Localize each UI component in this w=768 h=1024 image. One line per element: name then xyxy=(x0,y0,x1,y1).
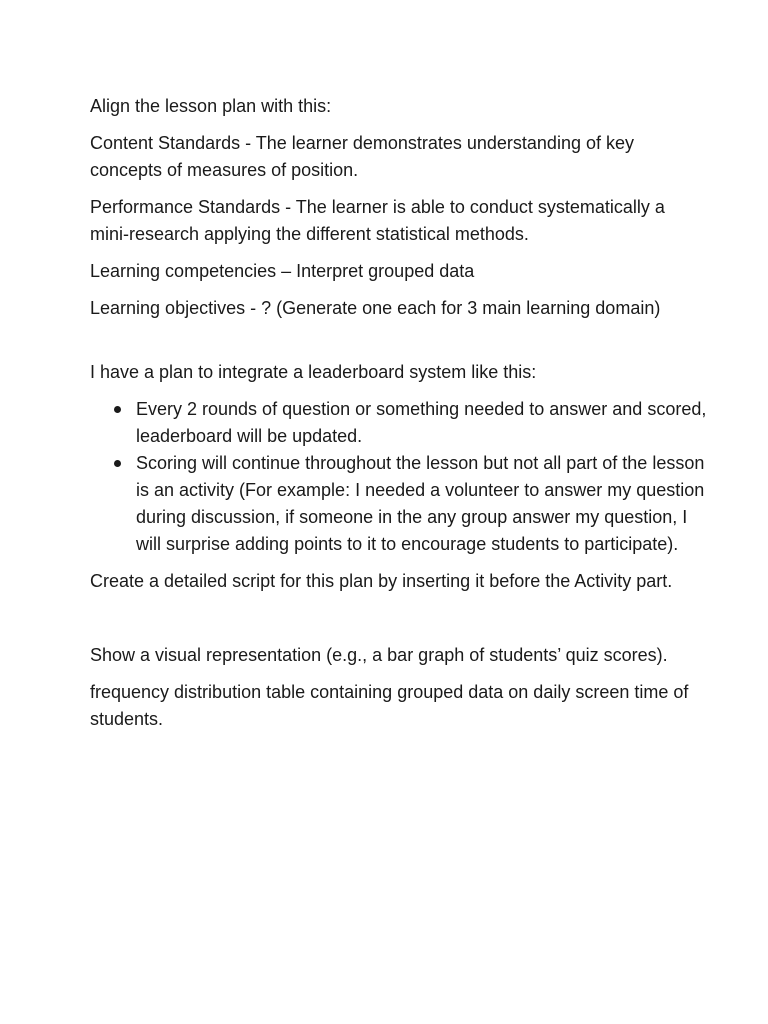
bullet-text: Scoring will continue throughout the lesson but not all part of the lesson is an activity (For example: I needed a volunteer to answer my question during discussion, if someone in the any group answer my question, I will surprise adding points to it to encourage students to participate). xyxy=(136,453,705,554)
performance-standards: Performance Standards - The learner is able to conduct systematically a mini-research applying the different statistical methods. xyxy=(90,197,665,244)
content-standards: Content Standards - The learner demonstrates understanding of key concepts of measures of position. xyxy=(90,133,634,180)
leaderboard-bullet-list xyxy=(90,396,708,558)
table-request: frequency distribution table containing grouped data on daily screen time of students. xyxy=(90,682,689,729)
bullet-icon xyxy=(114,460,121,467)
bullet-icon xyxy=(114,406,121,413)
learning-objectives: Learning objectives - ? (Generate one each for 3 main learning domain) xyxy=(90,298,661,318)
list-item xyxy=(136,396,708,450)
bullet-text: Every 2 rounds of question or something needed to answer and scored, leaderboard will be updated. xyxy=(136,399,707,446)
spacer xyxy=(90,605,708,642)
learning-competencies: Learning competencies – Interpret grouped data xyxy=(90,261,475,281)
spacer xyxy=(90,332,708,359)
leaderboard-intro: I have a plan to integrate a leaderboard system like this: xyxy=(90,362,537,382)
script-request: Create a detailed script for this plan by inserting it before the Activity part. xyxy=(90,571,673,591)
list-item xyxy=(136,450,708,558)
visual-request: Show a visual representation (e.g., a bar graph of students’ quiz scores). xyxy=(90,645,668,665)
align-heading: Align the lesson plan with this: xyxy=(90,96,332,116)
